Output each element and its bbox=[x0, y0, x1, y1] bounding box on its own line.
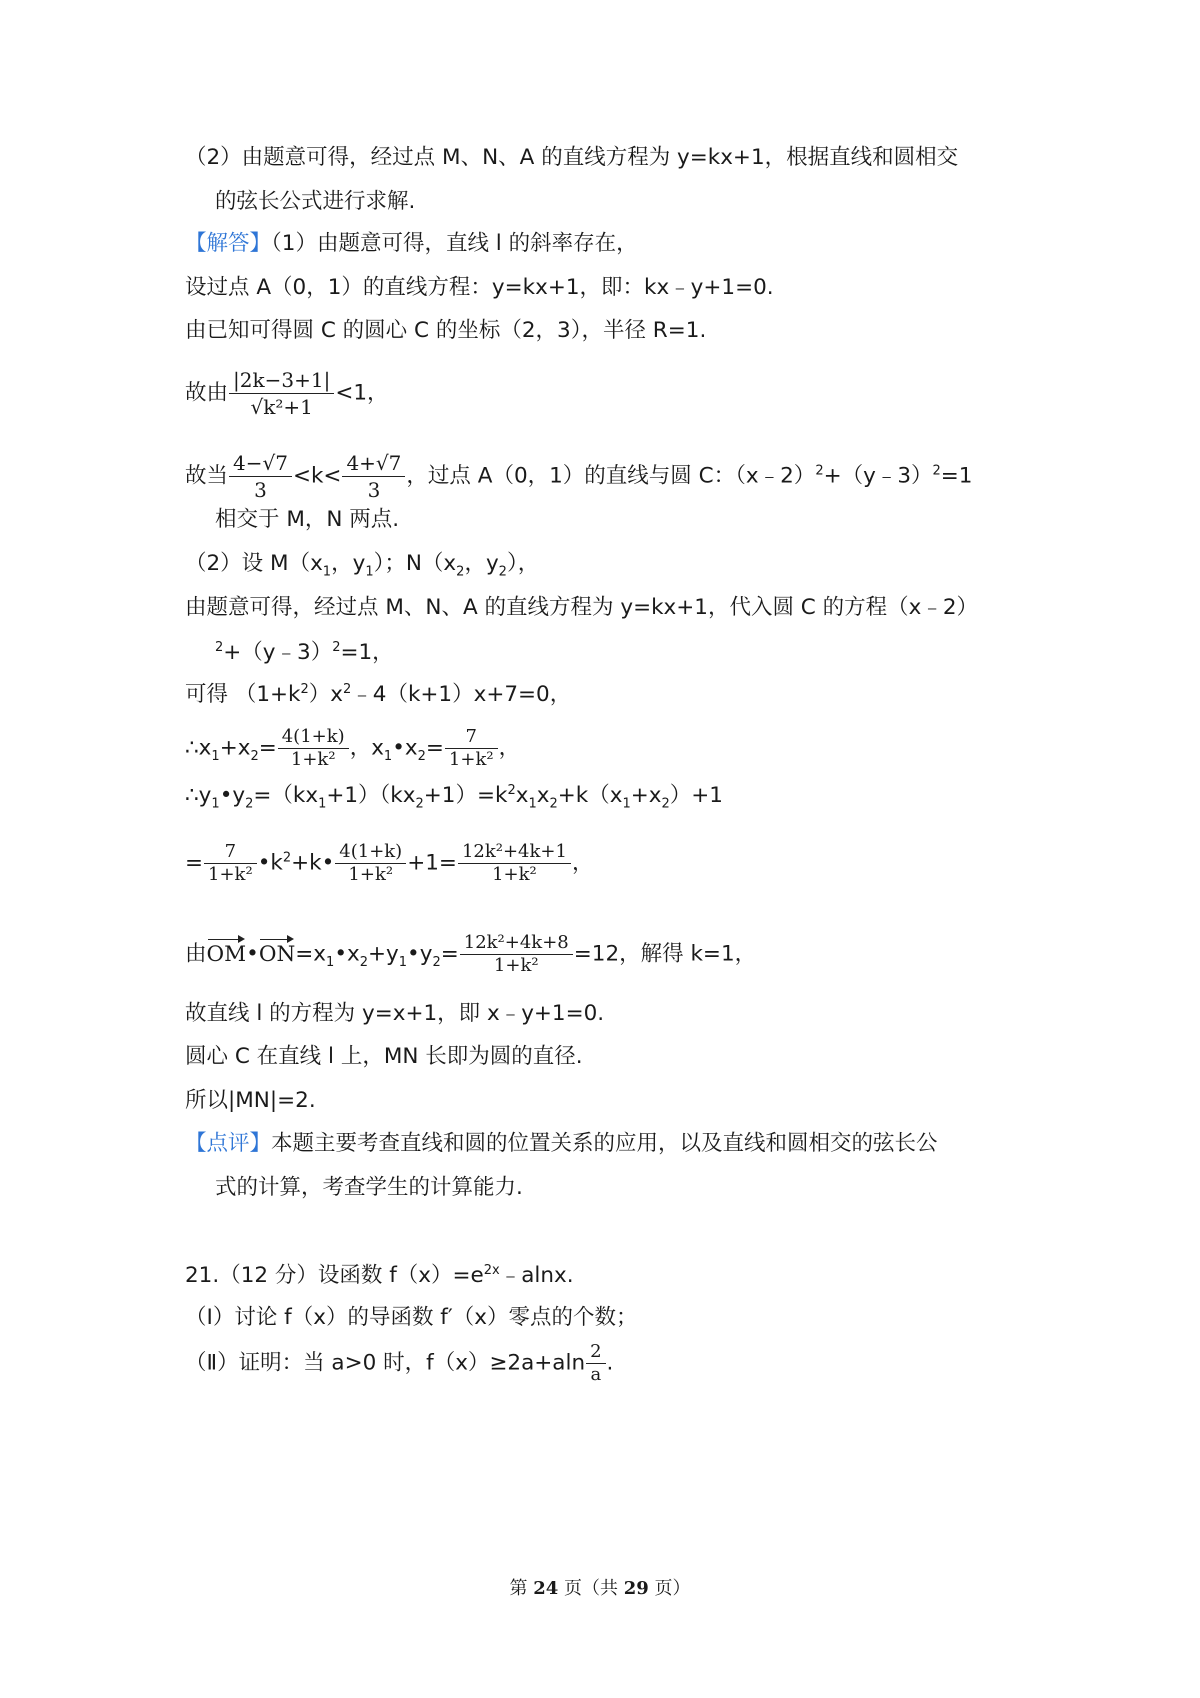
part2-line-2: 由题意可得，经过点 M、N、A 的直线方程为 y=kx+1，代入圆 C 的方程（x﹣2） bbox=[185, 595, 979, 620]
vector-om: OM bbox=[207, 936, 247, 970]
dot-product-line: 由$OM•ON=x_1•x_2+y_1•y_2=$ $\frac{\text{12k²+4k+8}}{\text{1+k²}}$ =12，解得 k=1， bbox=[185, 932, 757, 976]
question-21-part2: （Ⅱ）证明：当 a>0 时，f（x）≥2a+aln $\frac{2}{a}$ . bbox=[185, 1341, 614, 1385]
vieta-line: $\therefore x_1+x_2=$ $\frac{4(1+k)}{\text{1+k²}}$ ，$x_1•x_2=$ $\frac{7}{\text{1+k²}}$ ， bbox=[185, 726, 521, 770]
solution-tag: 【解答】 bbox=[185, 231, 272, 256]
distance-fraction: $\frac{|2k-3+1|}{\text{√k²+1}}$ bbox=[229, 368, 334, 419]
k-upper-bound-fraction: $\frac{4+√7}{3}$ bbox=[342, 451, 405, 502]
page-footer: 第 24 页（共 29 页） bbox=[509, 1578, 691, 1599]
question-21-heading: 21.（12 分）设函数 $f(x)=e^{2x}﹣alnx$. bbox=[185, 1262, 574, 1288]
solution-heading: 【解答】（1）由题意可得，直线 l 的斜率存在， bbox=[185, 231, 638, 256]
vector-on: ON bbox=[259, 936, 295, 970]
y-product-expansion-line: = $\frac{7}{\text{1+k²}}$ $•k^2+k•$ $\frac{4(1+k)}{\text{1+k²}}$ +1= $\frac{\text{12k²+4k+1}}{\text{1+k²}}$ ， bbox=[185, 841, 594, 885]
distance-inequality-line: 故由 $\frac{|2k-3+1|}{\text{√k²+1}}$ <1， bbox=[185, 368, 389, 419]
center-on-line-text: 圆心 C 在直线 l 上，MN 长即为圆的直径. bbox=[185, 1044, 583, 1069]
part2-line-2-cont: $^2$+（y﹣3）$^2$=1， bbox=[215, 639, 394, 665]
expansion-fraction-1: $\frac{7}{\text{1+k²}}$ bbox=[204, 842, 257, 885]
k-range-line: 故当 $\frac{4-√7}{3}$ <k< $\frac{4+√7}{3}$ ，过点 A（0，1）的直线与圆 C：（x﹣2）$^2$+（y﹣3）$^2$=1 bbox=[185, 451, 973, 502]
quadratic-equation-line: 可得 $(1+k^2)x^2﹣4(k+1)x+7=0$， bbox=[185, 681, 572, 707]
analysis-part2-line2: 的弦长公式进行求解. bbox=[215, 189, 416, 214]
solution-line-2: 设过点 A（0，1）的直线方程：y=kx+1，即：kx﹣y+1=0. bbox=[185, 275, 774, 300]
solution-line-3: 由已知可得圆 C 的圆心 C 的坐标（2，3），半径 R=1. bbox=[185, 318, 707, 343]
sum-roots-fraction: $\frac{4(1+k)}{\text{1+k²}}$ bbox=[278, 727, 349, 770]
k-lower-bound-fraction: $\frac{4-√7}{3}$ bbox=[229, 451, 292, 502]
expansion-fraction-3: $\frac{\text{12k²+4k+1}}{\text{1+k²}}$ bbox=[458, 842, 571, 885]
comment-tag: 【点评】 bbox=[185, 1131, 272, 1156]
comment-line-2: 式的计算，考查学生的计算能力. bbox=[215, 1175, 523, 1200]
current-page-number: 24 bbox=[533, 1578, 559, 1599]
comment-heading: 【点评】本题主要考查直线和圆的位置关系的应用，以及直线和圆相交的弦长公 bbox=[185, 1131, 938, 1156]
part2-setup-line: （2）设 $M(x_1$，$y_1$）；$N(x_2$，$y_2$）， bbox=[185, 551, 540, 580]
dot-product-fraction: $\frac{\text{12k²+4k+8}}{\text{1+k²}}$ bbox=[460, 933, 573, 976]
product-roots-fraction: $\frac{7}{\text{1+k²}}$ bbox=[445, 727, 498, 770]
expansion-fraction-2: $\frac{4(1+k)}{\text{1+k²}}$ bbox=[335, 842, 406, 885]
analysis-part2-line1: （2）由题意可得，经过点 M、N、A 的直线方程为 y=kx+1，根据直线和圆相交 bbox=[185, 145, 959, 170]
y-product-line: $\therefore y_1•y_2=(kx_1+1)(kx_2+1)=k^2x_1x_2+k(x_1+x_2)+1$ bbox=[185, 782, 723, 812]
total-page-number: 29 bbox=[623, 1578, 649, 1599]
ln-argument-fraction: $\frac{2}{a}$ bbox=[586, 1342, 605, 1385]
question-21-part1: （Ⅰ）讨论 f（x）的导函数 f′（x）零点的个数； bbox=[185, 1305, 638, 1330]
line-equation-result: 故直线 l 的方程为 y=x+1，即 x﹣y+1=0. bbox=[185, 1001, 605, 1026]
k-range-line-cont: 相交于 M，N 两点. bbox=[215, 507, 400, 532]
mn-length-result: 所以|MN|=2. bbox=[185, 1088, 316, 1113]
